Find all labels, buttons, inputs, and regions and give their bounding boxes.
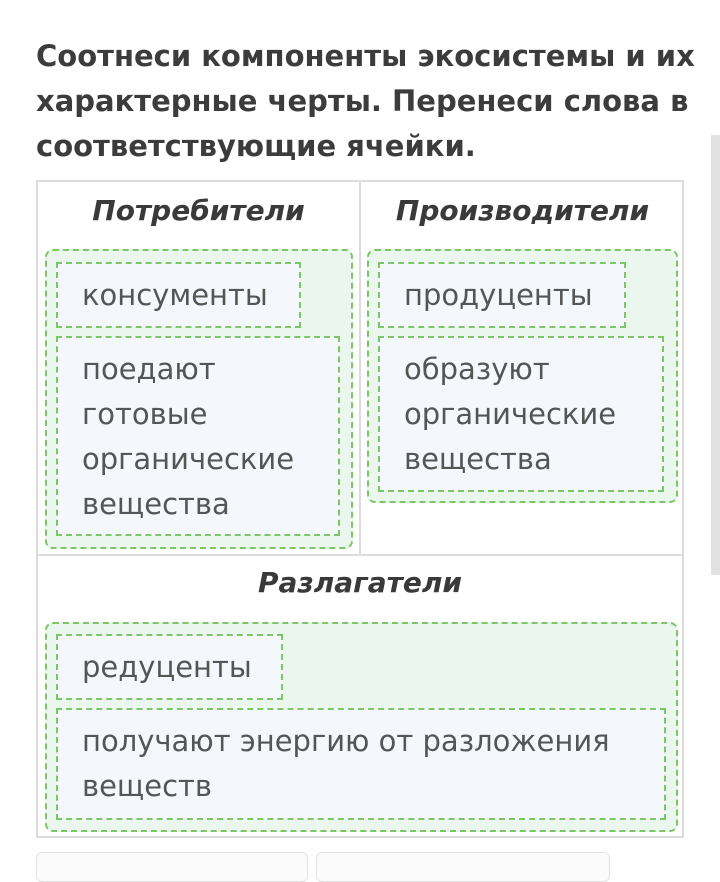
answer-card-producers-term[interactable]: продуценты	[378, 262, 626, 328]
answer-card-consumers-feature[interactable]: поедают готовые органические вещества	[56, 336, 340, 536]
answer-card-decomposers-term[interactable]: редуценты	[56, 634, 283, 700]
drop-zone-consumers[interactable]	[45, 249, 353, 549]
column-header-consumers: Потребители	[92, 194, 305, 227]
drop-zone-decomposers[interactable]	[45, 622, 678, 832]
answer-slot[interactable]	[316, 852, 610, 882]
column-header-producers: Производители	[395, 194, 650, 227]
answer-slot[interactable]	[36, 852, 308, 882]
drop-zone-producers[interactable]	[367, 249, 678, 503]
task-instruction: Соотнеси компоненты экосистемы и их характерные черты. Перенеси слова в соответствующие ячейки.	[36, 39, 695, 163]
answer-card-producers-feature[interactable]: образуют органические вещества	[378, 336, 664, 492]
scrollbar[interactable]	[711, 135, 720, 575]
answer-card-decomposers-feature[interactable]: получают энергию от разложения веществ	[56, 708, 666, 820]
row-header-decomposers: Разлагатели	[258, 566, 462, 599]
answer-card-consumers-term[interactable]: консументы	[56, 262, 301, 328]
matching-table	[36, 180, 684, 838]
column-divider	[359, 182, 361, 554]
row-divider	[38, 554, 682, 556]
